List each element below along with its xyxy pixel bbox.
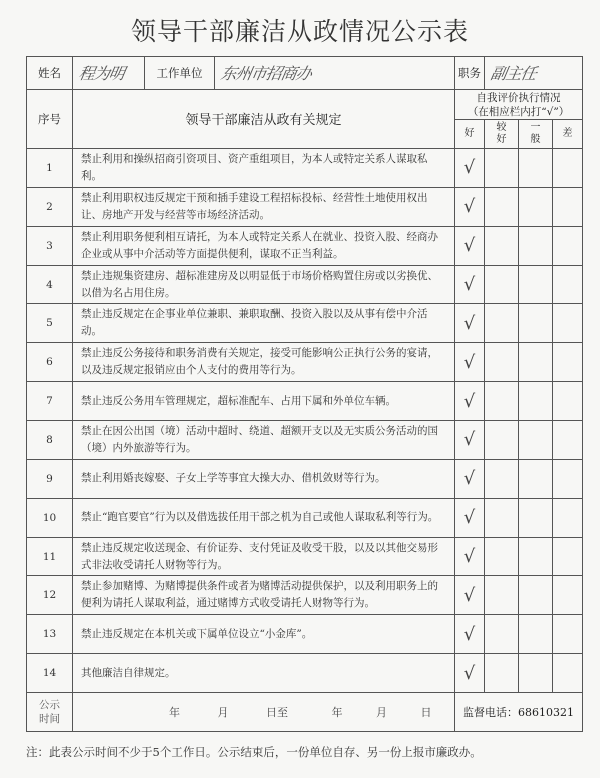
check-good[interactable]: √	[455, 265, 485, 304]
check-poor[interactable]	[553, 187, 583, 226]
name-label: 姓名	[27, 57, 73, 90]
rule-number: 12	[27, 576, 73, 615]
rule-row	[27, 149, 583, 188]
self-eval-title: 自我评价执行情况	[476, 91, 561, 104]
rule-text: 禁止利用职权违反规定干预和插手建设工程招标投标、经营性土地使用权出让、房地产开发与经营等市场经济活动。	[73, 187, 455, 226]
position-label: 职务	[455, 57, 485, 90]
grade-fair-char-2: 好	[496, 134, 507, 146]
rule-number: 2	[27, 187, 73, 226]
rule-number: 8	[27, 421, 73, 460]
rule-row	[27, 615, 583, 654]
rule-number: 14	[27, 654, 73, 693]
check-average[interactable]	[519, 343, 553, 382]
rule-row	[27, 576, 583, 615]
check-fair[interactable]	[485, 304, 519, 343]
check-good[interactable]: √	[455, 226, 485, 265]
rules-column-header: 领导干部廉洁从政有关规定	[73, 89, 455, 148]
self-eval-header	[455, 89, 583, 120]
supervision-phone	[455, 693, 583, 732]
check-poor[interactable]	[553, 537, 583, 576]
rule-number: 1	[27, 149, 73, 188]
position-value: 副主任	[489, 64, 538, 84]
day-start: 日至	[266, 706, 288, 720]
check-poor[interactable]	[553, 343, 583, 382]
check-poor[interactable]	[553, 459, 583, 498]
rule-text: 禁止利用职务便利相互请托，为本人或特定关系人在就业、投资入股、经商办企业或从事中介活动等方面提供便利，谋取不正当利益。	[73, 226, 455, 265]
check-average[interactable]	[519, 576, 553, 615]
rule-rows	[27, 149, 583, 693]
check-poor[interactable]	[553, 149, 583, 188]
footer-row	[27, 693, 583, 732]
rule-number: 3	[27, 226, 73, 265]
check-good[interactable]: √	[455, 382, 485, 421]
rule-row	[27, 459, 583, 498]
check-average[interactable]	[519, 304, 553, 343]
disclosure-form-table	[26, 56, 583, 732]
year-end: 年	[331, 706, 343, 720]
check-fair[interactable]	[485, 149, 519, 188]
rule-row	[27, 654, 583, 693]
check-average[interactable]	[519, 149, 553, 188]
grade-good: 好	[455, 120, 485, 149]
self-eval-instruction: （在相应栏内打“√”）	[467, 105, 570, 118]
rule-text: 禁止在因公出国（境）活动中超时、绕道、超额开支以及无实质公务活动的国（境）内外旅游等行为。	[73, 421, 455, 460]
check-good[interactable]: √	[455, 149, 485, 188]
rule-number: 13	[27, 615, 73, 654]
check-poor[interactable]	[553, 576, 583, 615]
unit-value-cell	[215, 57, 455, 90]
check-good[interactable]: √	[455, 187, 485, 226]
check-fair[interactable]	[485, 343, 519, 382]
check-fair[interactable]	[485, 576, 519, 615]
year-start: 年	[169, 706, 180, 720]
rule-text: 禁止违反公务接待和职务消费有关规定，接受可能影响公正执行公务的宴请，以及违反规定报销应由个人支付的费用等行为。	[73, 343, 455, 382]
rule-row	[27, 304, 583, 343]
rule-row	[27, 187, 583, 226]
check-average[interactable]	[519, 187, 553, 226]
rule-row	[27, 265, 583, 304]
rule-row	[27, 498, 583, 537]
rule-row	[27, 343, 583, 382]
check-poor[interactable]	[553, 654, 583, 693]
check-fair[interactable]	[485, 226, 519, 265]
rule-number: 11	[27, 537, 73, 576]
rule-text: 禁止违反规定收送现金、有价证券、支付凭证及收受干股，以及以其他交易形式非法收受请托人财物等行为。	[73, 537, 455, 576]
rule-row	[27, 226, 583, 265]
check-average[interactable]	[519, 382, 553, 421]
rule-number: 10	[27, 498, 73, 537]
rule-text: 其他廉洁自律规定。	[73, 654, 455, 693]
check-fair[interactable]	[485, 187, 519, 226]
check-average[interactable]	[519, 537, 553, 576]
supervision-phone-label: 监督电话：	[463, 706, 519, 720]
day-end: 日	[420, 706, 432, 720]
check-fair[interactable]	[485, 654, 519, 693]
check-good[interactable]: √	[455, 343, 485, 382]
footnote: 注：此表公示时间不少于5个工作日。公示结束后，一份单位自存、另一份上报市廉政办。	[26, 745, 482, 759]
check-fair[interactable]	[485, 459, 519, 498]
position-value-cell	[485, 57, 583, 90]
period-label-line-2: 时间	[39, 713, 60, 726]
check-average[interactable]	[519, 265, 553, 304]
grade-poor: 差	[553, 120, 583, 149]
rule-text: 禁止利用婚丧嫁娶、子女上学等事宜大操大办、借机敛财等行为。	[73, 459, 455, 498]
check-average[interactable]	[519, 498, 553, 537]
column-header-row-1	[27, 89, 583, 120]
check-poor[interactable]	[553, 382, 583, 421]
check-fair[interactable]	[485, 382, 519, 421]
check-good[interactable]: √	[455, 459, 485, 498]
header-row	[27, 57, 583, 90]
check-fair[interactable]	[485, 537, 519, 576]
rule-text: 禁止利用和操纵招商引资项目、资产重组项目，为本人或特定关系人谋取私利。	[73, 149, 455, 188]
rule-row	[27, 382, 583, 421]
name-value-cell	[73, 57, 145, 90]
check-fair[interactable]	[485, 421, 519, 460]
unit-value: 东州市招商办	[219, 64, 313, 84]
rule-text: 禁止违反规定在企事业单位兼职、兼职取酬、投资入股以及从事有偿中介活动。	[73, 304, 455, 343]
month-start: 月	[217, 706, 229, 720]
rule-number: 4	[27, 265, 73, 304]
rule-text: 禁止违规集资建房、超标准建房及以明显低于市场价格购置住房或以劣换优、以借为名占用住房。	[73, 265, 455, 304]
grade-average-char-1: 一	[530, 122, 541, 134]
check-good[interactable]: √	[455, 615, 485, 654]
check-average[interactable]	[519, 615, 553, 654]
rule-text: 禁止“跑官要官”行为以及借选拔任用干部之机为自己或他人谋取私利等行为。	[73, 498, 455, 537]
check-fair[interactable]	[485, 615, 519, 654]
check-poor[interactable]	[553, 498, 583, 537]
form-title: 领导干部廉洁从政情况公示表	[130, 17, 469, 46]
month-end: 月	[376, 706, 387, 720]
name-value: 程为明	[77, 64, 126, 84]
rule-number: 9	[27, 459, 73, 498]
check-poor[interactable]	[553, 226, 583, 265]
rule-number: 7	[27, 382, 73, 421]
check-fair[interactable]	[485, 265, 519, 304]
check-average[interactable]	[519, 421, 553, 460]
rule-text: 禁止参加赌博、为赌博提供条件或者为赌博活动提供保护，以及利用职务上的便利为请托人谋取利益，通过赌博方式收受请托人财物等行为。	[73, 576, 455, 615]
check-average[interactable]	[519, 459, 553, 498]
check-poor[interactable]	[553, 615, 583, 654]
grade-fair-char-1: 较	[496, 122, 507, 134]
check-poor[interactable]	[553, 304, 583, 343]
rule-text: 禁止违反规定在本机关或下属单位设立“小金库”。	[73, 615, 455, 654]
unit-label: 工作单位	[145, 57, 215, 90]
rule-number: 5	[27, 304, 73, 343]
period-label-line-1: 公示	[39, 699, 60, 712]
grade-fair	[485, 120, 519, 149]
rule-number: 6	[27, 343, 73, 382]
grade-average-char-2: 般	[530, 134, 541, 146]
supervision-phone-number: 68610321	[518, 706, 575, 720]
check-good[interactable]: √	[455, 654, 485, 693]
check-good[interactable]: √	[455, 537, 485, 576]
rule-row	[27, 421, 583, 460]
rule-text: 禁止违反公务用车管理规定，超标准配车、占用下属和外单位车辆。	[73, 382, 455, 421]
check-good[interactable]: √	[455, 421, 485, 460]
check-good[interactable]: √	[455, 498, 485, 537]
check-good[interactable]: √	[455, 304, 485, 343]
check-poor[interactable]	[553, 421, 583, 460]
check-fair[interactable]	[485, 498, 519, 537]
check-poor[interactable]	[553, 265, 583, 304]
check-average[interactable]	[519, 654, 553, 693]
seq-column-header: 序号	[27, 89, 73, 148]
check-good[interactable]: √	[455, 576, 485, 615]
period-dates	[73, 693, 455, 732]
check-average[interactable]	[519, 226, 553, 265]
rule-row	[27, 537, 583, 576]
period-label	[27, 693, 73, 732]
grade-average	[519, 120, 553, 149]
